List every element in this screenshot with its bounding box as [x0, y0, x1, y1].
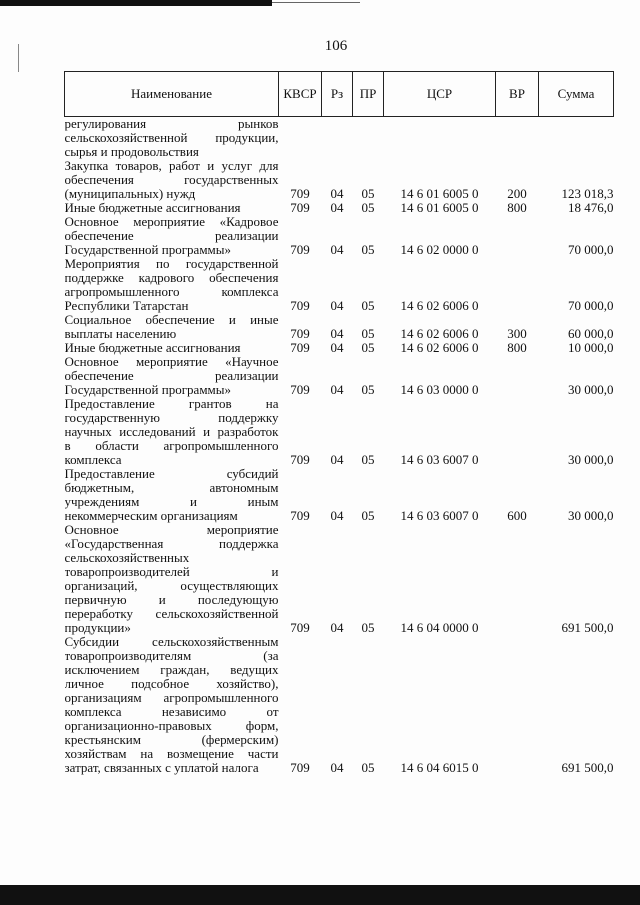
row-name-line: обеспечение реализации — [64, 369, 279, 383]
row-name-line: агропромышленного комплекса — [64, 285, 279, 299]
row-name-line: товаропроизводителей и — [64, 565, 279, 579]
scan-edge-top-thin — [272, 2, 360, 3]
row-vr — [496, 397, 539, 467]
row-sum: 691 500,0 — [561, 620, 614, 635]
row-name — [65, 313, 279, 341]
row-sum — [539, 117, 614, 160]
row-kvsr: 709 — [290, 452, 310, 467]
table-row — [65, 635, 614, 775]
row-name-line: обеспечение реализации — [64, 229, 279, 243]
row-pr: 05 — [361, 508, 375, 523]
row-vr — [496, 635, 539, 775]
row-sum: 10 000,0 — [568, 340, 614, 355]
row-name-line: Предоставление субсидий — [64, 467, 279, 481]
row-sum: 691 500,0 — [561, 760, 614, 775]
table-row — [65, 201, 614, 215]
row-name-line: комплекса — [64, 453, 122, 467]
row-name-line: первичную и последующую — [64, 593, 279, 607]
row-rz: 04 — [330, 508, 344, 523]
table-row — [65, 467, 614, 523]
row-vr — [496, 257, 539, 313]
scan-edge-bottom — [0, 885, 640, 905]
row-name — [65, 215, 279, 257]
row-name — [65, 341, 279, 355]
row-name-line: Закупка товаров, работ и услуг для — [64, 159, 279, 173]
row-rz: 04 — [330, 452, 344, 467]
table-row — [65, 355, 614, 397]
row-name-line: Иные бюджетные ассигнования — [64, 201, 241, 215]
scan-edge-top — [0, 0, 272, 6]
row-name — [65, 201, 279, 215]
budget-table — [64, 71, 614, 775]
row-name-line: учреждениям и иным — [64, 495, 279, 509]
row-name-line: исключением граждан, ведущих — [64, 663, 279, 677]
row-vr: 200 — [507, 186, 527, 201]
row-pr: 05 — [361, 242, 375, 257]
row-kvsr: 709 — [290, 242, 310, 257]
row-name-line: Республики Татарстан — [64, 299, 189, 313]
table-row — [65, 341, 614, 355]
row-csr: 14 6 02 6006 0 — [400, 298, 479, 313]
row-name-line: научных исследований и разработок — [64, 425, 279, 439]
row-sum: 123 018,3 — [561, 186, 614, 201]
row-pr: 05 — [361, 452, 375, 467]
row-name-line: хозяйствам на возмещение части — [64, 747, 279, 761]
row-name-line: поддержке кадрового обеспечения — [64, 271, 279, 285]
row-rz: 04 — [330, 326, 344, 341]
row-rz: 04 — [330, 200, 344, 215]
row-name-line: Субсидии сельскохозяйственным — [64, 635, 279, 649]
row-pr: 05 — [361, 326, 375, 341]
row-csr: 14 6 04 6015 0 — [400, 760, 479, 775]
row-csr: 14 6 01 6005 0 — [400, 200, 479, 215]
row-name-line: в области агропромышленного — [64, 439, 279, 453]
row-name — [65, 117, 279, 160]
row-pr: 05 — [361, 760, 375, 775]
row-vr — [496, 215, 539, 257]
table-body — [65, 117, 614, 776]
row-csr: 14 6 03 6007 0 — [400, 508, 479, 523]
row-name — [65, 467, 279, 523]
header-vr: ВР — [496, 72, 539, 117]
row-kvsr: 709 — [290, 508, 310, 523]
row-csr: 14 6 02 6006 0 — [400, 326, 479, 341]
header-pr: ПР — [353, 72, 384, 117]
row-vr — [496, 355, 539, 397]
row-sum: 60 000,0 — [568, 326, 614, 341]
row-name — [65, 355, 279, 397]
row-name-line: Государственной программы» — [64, 243, 232, 257]
row-name-line: некоммерческим организациям — [64, 509, 238, 523]
row-rz: 04 — [330, 298, 344, 313]
row-name-line: организаций, осуществляющих — [64, 579, 279, 593]
table-header-row — [65, 72, 614, 117]
row-name-line: организациям агропромышленного — [64, 691, 279, 705]
row-pr — [353, 117, 384, 160]
row-name-line: крестьянским (фермерским) — [64, 733, 279, 747]
row-name-line: Государственной программы» — [64, 383, 232, 397]
header-csr: ЦСР — [384, 72, 496, 117]
row-name-line: затрат, связанных с уплатой налога — [64, 761, 259, 775]
table-row — [65, 215, 614, 257]
table-row — [65, 117, 614, 160]
row-name — [65, 523, 279, 635]
row-pr: 05 — [361, 186, 375, 201]
table-row — [65, 313, 614, 341]
row-sum: 70 000,0 — [568, 298, 614, 313]
row-name-line: Основное мероприятие — [64, 523, 279, 537]
row-sum: 30 000,0 — [568, 382, 614, 397]
row-vr: 800 — [507, 200, 527, 215]
row-pr: 05 — [361, 298, 375, 313]
page-number: 106 — [324, 38, 348, 54]
row-name-line: сырья и продовольствия — [64, 145, 199, 159]
row-sum: 70 000,0 — [568, 242, 614, 257]
row-name-line: личное подсобное хозяйство), — [64, 677, 279, 691]
row-kvsr: 709 — [290, 186, 310, 201]
row-sum: 30 000,0 — [568, 452, 614, 467]
row-rz: 04 — [330, 242, 344, 257]
header-rz: Рз — [322, 72, 353, 117]
row-name-line: Предоставление грантов на — [64, 397, 279, 411]
row-name-line: переработку сельскохозяйственной — [64, 607, 279, 621]
row-name-line: сельскохозяйственных — [64, 551, 190, 565]
row-name-line: Социальное обеспечение и иные — [64, 313, 279, 327]
table-row — [65, 159, 614, 201]
row-vr: 800 — [507, 340, 527, 355]
row-pr: 05 — [361, 382, 375, 397]
row-name-line: «Государственная поддержка — [64, 537, 279, 551]
table-row — [65, 523, 614, 635]
header-kvsr: КВСР — [279, 72, 322, 117]
row-pr: 05 — [361, 200, 375, 215]
row-vr: 600 — [507, 508, 527, 523]
row-name-line: Мероприятия по государственной — [64, 257, 279, 271]
row-name-line: продукции» — [64, 621, 131, 635]
row-name — [65, 159, 279, 201]
row-name-line: выплаты населению — [64, 327, 177, 341]
row-name-line: сельскохозяйственной продукции, — [64, 131, 279, 145]
row-rz: 04 — [330, 760, 344, 775]
row-rz: 04 — [330, 620, 344, 635]
row-rz: 04 — [330, 340, 344, 355]
row-kvsr — [279, 117, 322, 160]
table-row — [65, 397, 614, 467]
row-name — [65, 257, 279, 313]
row-sum: 18 476,0 — [568, 200, 614, 215]
row-rz: 04 — [330, 382, 344, 397]
row-csr — [384, 117, 496, 160]
row-kvsr: 709 — [290, 382, 310, 397]
header-sum: Сумма — [539, 72, 614, 117]
row-name — [65, 397, 279, 467]
row-pr: 05 — [361, 620, 375, 635]
row-sum: 30 000,0 — [568, 508, 614, 523]
header-name: Наименование — [65, 72, 279, 117]
row-csr: 14 6 02 0000 0 — [400, 242, 479, 257]
row-name-line: организационно-правовых форм, — [64, 719, 279, 733]
row-csr: 14 6 03 0000 0 — [400, 382, 479, 397]
row-kvsr: 709 — [290, 620, 310, 635]
row-rz — [322, 117, 353, 160]
row-pr: 05 — [361, 340, 375, 355]
row-vr — [496, 117, 539, 160]
row-csr: 14 6 02 6006 0 — [400, 340, 479, 355]
row-name-line: Основное мероприятие «Кадровое — [64, 215, 279, 229]
row-csr: 14 6 03 6007 0 — [400, 452, 479, 467]
row-name — [65, 635, 279, 775]
row-name-line: товаропроизводителям (за — [64, 649, 279, 663]
row-kvsr: 709 — [290, 200, 310, 215]
row-rz: 04 — [330, 186, 344, 201]
table-row — [65, 257, 614, 313]
row-name-line: Иные бюджетные ассигнования — [64, 341, 241, 355]
row-name-line: комплекса независимо от — [64, 705, 279, 719]
row-kvsr: 709 — [290, 760, 310, 775]
row-kvsr: 709 — [290, 298, 310, 313]
row-name-line: бюджетным, автономным — [64, 481, 279, 495]
row-csr: 14 6 04 0000 0 — [400, 620, 479, 635]
row-name-line: государственную поддержку — [64, 411, 279, 425]
row-vr — [496, 523, 539, 635]
row-kvsr: 709 — [290, 326, 310, 341]
row-name-line: (муниципальных) нужд — [64, 187, 196, 201]
row-name-line: обеспечения государственных — [64, 173, 279, 187]
row-csr: 14 6 01 6005 0 — [400, 186, 479, 201]
row-name-line: Основное мероприятие «Научное — [64, 355, 279, 369]
row-vr: 300 — [507, 326, 527, 341]
row-name-line: регулирования рынков — [64, 117, 279, 131]
row-kvsr: 709 — [290, 340, 310, 355]
